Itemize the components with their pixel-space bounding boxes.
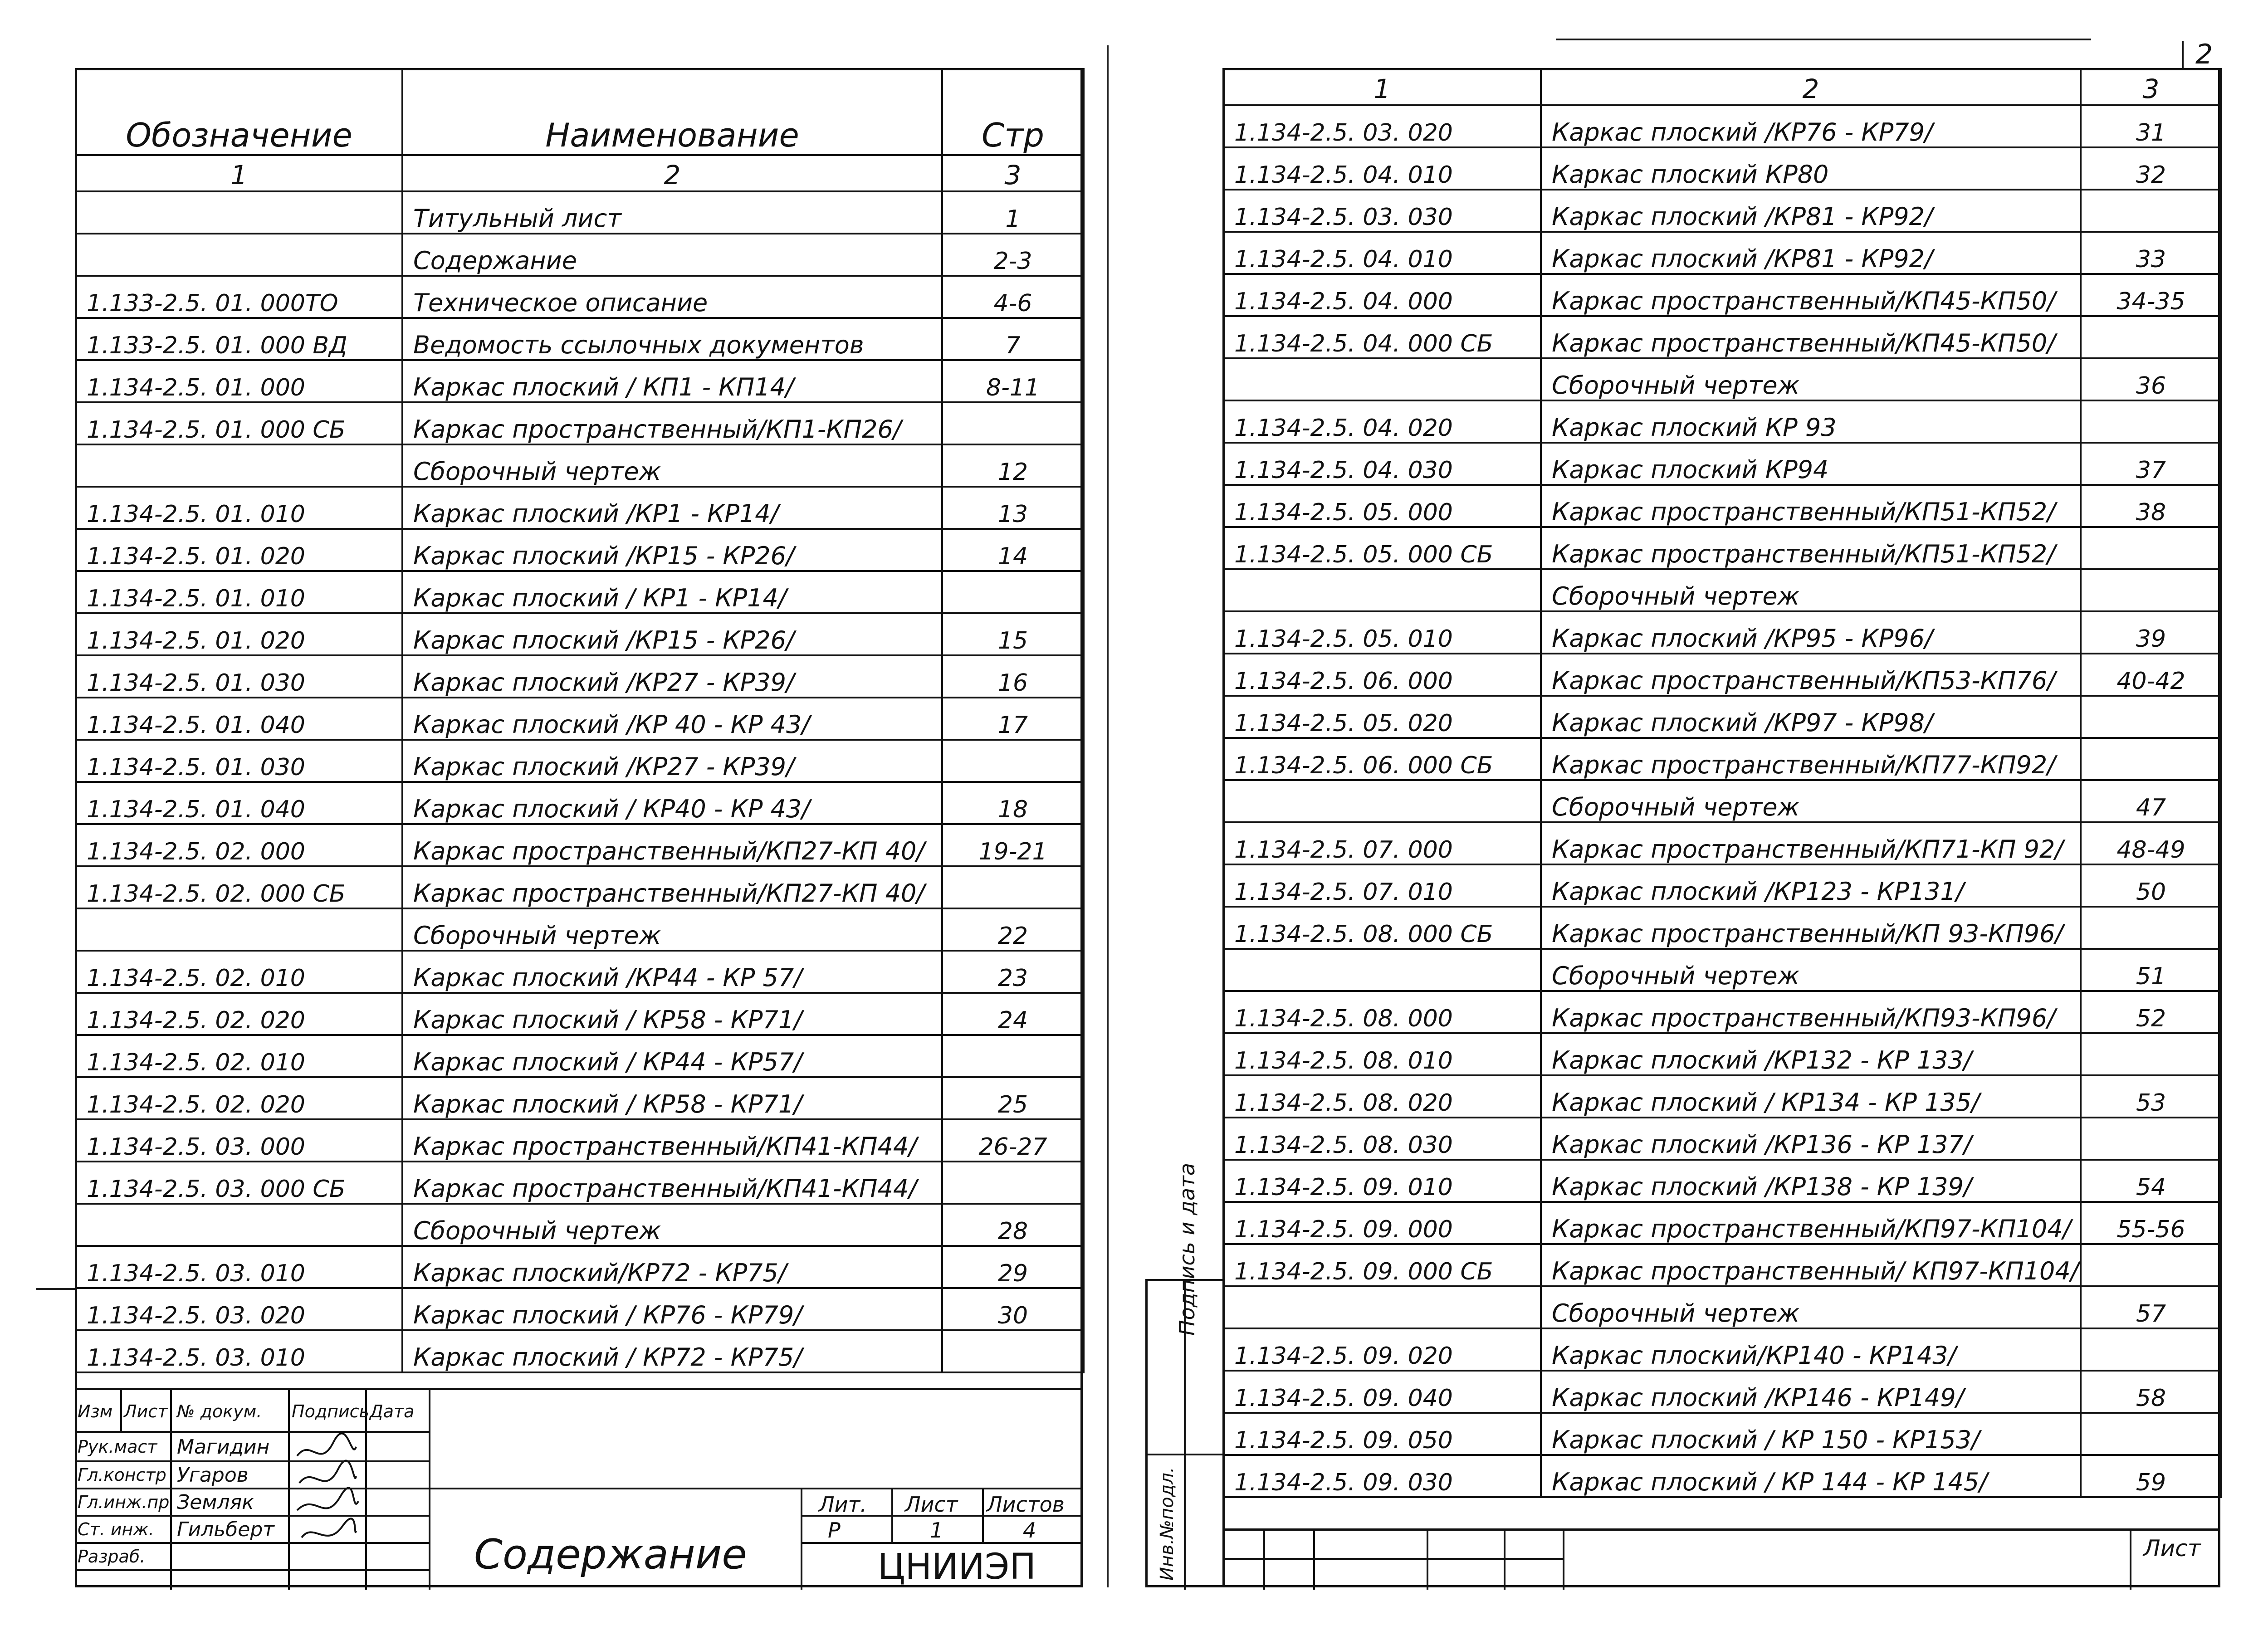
doc-code xyxy=(1223,358,1541,400)
doc-code: 1.134-2.5. 01. 040 xyxy=(76,782,402,824)
tb-col-doc: № докум. xyxy=(177,1401,262,1421)
doc-code: 1.134-2.5. 03. 030 xyxy=(1223,190,1541,232)
table-row xyxy=(1223,696,2221,738)
doc-code: 1.134-2.5. 09. 030 xyxy=(1223,1455,1541,1497)
table-row xyxy=(76,1330,1084,1372)
doc-name: Каркас плоский /КР81 - КР92/ xyxy=(1541,232,2081,274)
doc-code: 1.134-2.5. 02. 020 xyxy=(76,1077,402,1119)
doc-page xyxy=(942,402,1084,444)
table-row xyxy=(1223,1244,2221,1286)
table-row xyxy=(1223,358,2221,400)
doc-name: Каркас пространственный/КП93-КП96/ xyxy=(1541,991,2081,1033)
doc-code: 1.134-2.5. 01. 030 xyxy=(76,740,402,782)
tb-lit-value: Р xyxy=(828,1518,841,1542)
doc-code: 1.134-2.5. 08. 000 xyxy=(1223,991,1541,1033)
doc-code xyxy=(76,234,402,276)
table-row xyxy=(76,1204,1084,1246)
table-row xyxy=(76,234,1084,276)
doc-page: 22 xyxy=(942,908,1084,951)
doc-page: 54 xyxy=(2081,1160,2221,1202)
table-row xyxy=(76,613,1084,655)
table-row xyxy=(76,1162,1084,1204)
doc-page: 2-3 xyxy=(942,234,1084,276)
doc-code xyxy=(76,1204,402,1246)
doc-code xyxy=(76,908,402,951)
table-row xyxy=(76,1077,1084,1119)
doc-name: Каркас плоский /КР27 - КР39/ xyxy=(402,655,942,698)
table-row xyxy=(1223,190,2221,232)
table-row xyxy=(76,360,1084,402)
doc-page xyxy=(2081,316,2221,358)
table-row xyxy=(1223,864,2221,907)
header-name: Наименование xyxy=(402,69,942,155)
stamp-inv: Инв.№подл. xyxy=(1157,1467,1178,1581)
table-row xyxy=(76,698,1084,740)
doc-page xyxy=(2081,907,2221,949)
table-row xyxy=(1223,949,2221,991)
col-number-2: 2 xyxy=(1541,69,2081,105)
doc-code: 1.134-2.5. 03. 020 xyxy=(1223,105,1541,147)
table-row xyxy=(1223,274,2221,316)
doc-code: 1.134-2.5. 03. 010 xyxy=(76,1246,402,1288)
doc-page xyxy=(2081,1033,2221,1075)
side-stamp xyxy=(1145,1162,1222,1587)
doc-code: 1.134-2.5. 04. 010 xyxy=(1223,147,1541,190)
doc-page: 19-21 xyxy=(942,824,1084,866)
doc-name: Каркас пространственный/КП41-КП44/ xyxy=(402,1119,942,1162)
left-title-block xyxy=(75,1388,1083,1590)
doc-code: 1.134-2.5. 04. 030 xyxy=(1223,443,1541,485)
table-row xyxy=(1223,569,2221,611)
tb-name-3: Земляк xyxy=(177,1491,254,1514)
table-row xyxy=(76,487,1084,529)
table-row xyxy=(76,1246,1084,1288)
doc-page: 28 xyxy=(942,1204,1084,1246)
doc-code xyxy=(76,444,402,487)
doc-name: Каркас плоский /КР44 - КР 57/ xyxy=(402,951,942,993)
doc-code: 1.134-2.5. 08. 030 xyxy=(1223,1118,1541,1160)
table-row xyxy=(76,1035,1084,1077)
doc-page: 8-11 xyxy=(942,360,1084,402)
table-row xyxy=(76,908,1084,951)
tb-col-list: Лист xyxy=(124,1401,168,1421)
doc-code: 1.134-2.5. 04. 020 xyxy=(1223,400,1541,443)
doc-page xyxy=(2081,569,2221,611)
doc-page: 17 xyxy=(942,698,1084,740)
table-row xyxy=(1223,654,2221,696)
doc-page: 33 xyxy=(2081,232,2221,274)
doc-name: Каркас плоский /КР1 - КР14/ xyxy=(402,487,942,529)
table-row xyxy=(1223,232,2221,274)
doc-name: Каркас пространственный/КП45-КП50/ xyxy=(1541,274,2081,316)
right-bottom-strip xyxy=(1222,1528,2220,1590)
doc-name: Каркас пространственный/КП77-КП92/ xyxy=(1541,738,2081,780)
table-row xyxy=(1223,1118,2221,1160)
doc-name: Каркас плоский / КР44 - КР57/ xyxy=(402,1035,942,1077)
doc-code: 1.134-2.5. 04. 000 СБ xyxy=(1223,316,1541,358)
doc-name: Каркас пространственный/КП41-КП44/ xyxy=(402,1162,942,1204)
doc-page: 25 xyxy=(942,1077,1084,1119)
table-row xyxy=(76,655,1084,698)
doc-page xyxy=(942,740,1084,782)
table-row xyxy=(76,191,1084,234)
doc-name: Каркас пространственный/КП1-КП26/ xyxy=(402,402,942,444)
table-row xyxy=(1223,1413,2221,1455)
doc-name: Каркас плоский / КР134 - КР 135/ xyxy=(1541,1075,2081,1118)
doc-page: 16 xyxy=(942,655,1084,698)
tb-col-izm: Изм xyxy=(78,1401,113,1421)
table-row xyxy=(76,571,1084,613)
doc-page: 36 xyxy=(2081,358,2221,400)
doc-page: 55-56 xyxy=(2081,1202,2221,1244)
table-row xyxy=(1223,1455,2221,1497)
tb-name-4: Гильберт xyxy=(177,1518,274,1541)
doc-page: 48-49 xyxy=(2081,822,2221,864)
table-row xyxy=(1223,738,2221,780)
table-row xyxy=(76,276,1084,318)
doc-code: 1.134-2.5. 03. 000 СБ xyxy=(76,1162,402,1204)
col-number-3: 3 xyxy=(2081,69,2221,105)
doc-page xyxy=(2081,738,2221,780)
doc-name: Сборочный чертеж xyxy=(1541,358,2081,400)
doc-name: Каркас плоский / КР1 - КР14/ xyxy=(402,571,942,613)
header-page: Стр xyxy=(942,69,1084,155)
tb-doc-title: Содержание xyxy=(474,1531,747,1578)
doc-name: Каркас пространственный/КП51-КП52/ xyxy=(1541,485,2081,527)
table-row xyxy=(1223,611,2221,654)
doc-code: 1.134-2.5. 01. 040 xyxy=(76,698,402,740)
doc-code: 1.134-2.5. 03. 010 xyxy=(76,1330,402,1372)
doc-page: 23 xyxy=(942,951,1084,993)
doc-name: Каркас плоский / КР76 - КР79/ xyxy=(402,1288,942,1330)
doc-name: Каркас плоский /КР76 - КР79/ xyxy=(1541,105,2081,147)
doc-page: 4-6 xyxy=(942,276,1084,318)
doc-name: Сборочный чертеж xyxy=(402,1204,942,1246)
doc-page xyxy=(942,1162,1084,1204)
tb-sheet-label: Лист xyxy=(905,1492,958,1517)
doc-page xyxy=(2081,1244,2221,1286)
doc-name: Каркас плоский /КР136 - КР 137/ xyxy=(1541,1118,2081,1160)
doc-code: 1.134-2.5. 04. 000 xyxy=(1223,274,1541,316)
doc-page xyxy=(942,866,1084,908)
doc-page xyxy=(942,1035,1084,1077)
doc-code: 1.134-2.5. 01. 010 xyxy=(76,487,402,529)
doc-code: 1.134-2.5. 02. 010 xyxy=(76,1035,402,1077)
doc-name: Каркас пространственный/КП51-КП52/ xyxy=(1541,527,2081,569)
table-row xyxy=(76,740,1084,782)
col-number-1: 1 xyxy=(1223,69,1541,105)
doc-name: Каркас плоский КР94 xyxy=(1541,443,2081,485)
doc-page: 37 xyxy=(2081,443,2221,485)
doc-name: Каркас плоский /КР15 - КР26/ xyxy=(402,613,942,655)
doc-code xyxy=(76,191,402,234)
doc-name: Каркас плоский /КР138 - КР 139/ xyxy=(1541,1160,2081,1202)
doc-name: Каркас плоский /КР146 - КР149/ xyxy=(1541,1371,2081,1413)
col-number-2: 2 xyxy=(402,155,942,191)
doc-page: 50 xyxy=(2081,864,2221,907)
doc-page: 31 xyxy=(2081,105,2221,147)
doc-page: 59 xyxy=(2081,1455,2221,1497)
tb-role-3: Гл.инж.пр xyxy=(78,1492,170,1512)
doc-name: Каркас пространственный/КП 93-КП96/ xyxy=(1541,907,2081,949)
doc-code xyxy=(1223,949,1541,991)
doc-page: 38 xyxy=(2081,485,2221,527)
doc-code: 1.134-2.5. 01. 020 xyxy=(76,613,402,655)
doc-code: 1.134-2.5. 07. 000 xyxy=(1223,822,1541,864)
tb-sheets-value: 4 xyxy=(1023,1518,1036,1542)
doc-name: Каркас пространственный/ КП97-КП104/ xyxy=(1541,1244,2081,1286)
doc-page: 18 xyxy=(942,782,1084,824)
doc-code xyxy=(1223,1286,1541,1328)
doc-page: 1 xyxy=(942,191,1084,234)
doc-name: Каркас пространственный/КП71-КП 92/ xyxy=(1541,822,2081,864)
tb-sheets-label: Листов xyxy=(987,1492,1065,1517)
doc-code: 1.134-2.5. 05. 020 xyxy=(1223,696,1541,738)
doc-page: 40-42 xyxy=(2081,654,2221,696)
doc-code: 1.134-2.5. 02. 000 СБ xyxy=(76,866,402,908)
doc-name: Сборочный чертеж xyxy=(1541,780,2081,822)
doc-name: Содержание xyxy=(402,234,942,276)
doc-page: 13 xyxy=(942,487,1084,529)
doc-code: 1.134-2.5. 05. 000 СБ xyxy=(1223,527,1541,569)
doc-name: Каркас плоский / КР72 - КР75/ xyxy=(402,1330,942,1372)
right-top-rule xyxy=(1556,39,2091,40)
doc-name: Каркас плоский / КР58 - КР71/ xyxy=(402,993,942,1035)
doc-name: Каркас плоский / КР58 - КР71/ xyxy=(402,1077,942,1119)
doc-page: 15 xyxy=(942,613,1084,655)
doc-name: Каркас пространственный/КП27-КП 40/ xyxy=(402,866,942,908)
tb-role-1: Рук.маст xyxy=(78,1437,157,1457)
doc-name: Техническое описание xyxy=(402,276,942,318)
table-row xyxy=(76,318,1084,360)
doc-name: Каркас плоский / КР 150 - КР153/ xyxy=(1541,1413,2081,1455)
table-row xyxy=(1223,1075,2221,1118)
table-row xyxy=(1223,907,2221,949)
doc-code: 1.134-2.5. 01. 030 xyxy=(76,655,402,698)
page-fold-line xyxy=(1107,45,1109,1587)
table-row xyxy=(76,951,1084,993)
stamp-sign-date: Подпись и дата xyxy=(1175,1162,1199,1336)
doc-code: 1.134-2.5. 02. 020 xyxy=(76,993,402,1035)
doc-name: Сборочный чертеж xyxy=(1541,1286,2081,1328)
doc-code: 1.134-2.5. 01. 010 xyxy=(76,571,402,613)
doc-page: 24 xyxy=(942,993,1084,1035)
doc-page xyxy=(2081,696,2221,738)
doc-code: 1.134-2.5. 09. 020 xyxy=(1223,1328,1541,1371)
table-row xyxy=(1223,991,2221,1033)
tb-role-4: Ст. инж. xyxy=(78,1519,154,1539)
table-row xyxy=(76,402,1084,444)
tb-col-date: Дата xyxy=(370,1401,415,1421)
doc-name: Каркас плоский КР 93 xyxy=(1541,400,2081,443)
doc-name: Каркас плоский /КР 40 - КР 43/ xyxy=(402,698,942,740)
table-row xyxy=(1223,1033,2221,1075)
doc-code: 1.134-2.5. 02. 010 xyxy=(76,951,402,993)
doc-page: 14 xyxy=(942,529,1084,571)
tb-role-2: Гл.констр xyxy=(78,1465,166,1485)
doc-page: 7 xyxy=(942,318,1084,360)
doc-name: Титульный лист xyxy=(402,191,942,234)
doc-code: 1.134-2.5. 06. 000 xyxy=(1223,654,1541,696)
doc-code: 1.134-2.5. 08. 010 xyxy=(1223,1033,1541,1075)
doc-name: Каркас плоский /КР15 - КР26/ xyxy=(402,529,942,571)
doc-name: Сборочный чертеж xyxy=(402,908,942,951)
doc-name: Каркас плоский КР80 xyxy=(1541,147,2081,190)
doc-code: 1.134-2.5. 08. 020 xyxy=(1223,1075,1541,1118)
doc-name: Ведомость ссылочных документов xyxy=(402,318,942,360)
table-row xyxy=(1223,822,2221,864)
doc-name: Сборочный чертеж xyxy=(1541,949,2081,991)
doc-name: Каркас пространственный/КП97-КП104/ xyxy=(1541,1202,2081,1244)
table-row xyxy=(1223,1160,2221,1202)
doc-page xyxy=(2081,1328,2221,1371)
doc-page xyxy=(2081,527,2221,569)
doc-page xyxy=(2081,1118,2221,1160)
doc-page: 12 xyxy=(942,444,1084,487)
doc-code: 1.134-2.5. 04. 010 xyxy=(1223,232,1541,274)
tb-name-2: Угаров xyxy=(177,1464,249,1487)
doc-name: Каркас плоский /КР95 - КР96/ xyxy=(1541,611,2081,654)
table-row xyxy=(1223,443,2221,485)
doc-code: 1.133-2.5. 01. 000ТО xyxy=(76,276,402,318)
doc-name: Каркас пространственный/КП53-КП76/ xyxy=(1541,654,2081,696)
doc-code: 1.134-2.5. 08. 000 СБ xyxy=(1223,907,1541,949)
doc-code: 1.134-2.5. 07. 010 xyxy=(1223,864,1541,907)
doc-code: 1.134-2.5. 06. 000 СБ xyxy=(1223,738,1541,780)
table-row xyxy=(76,1119,1084,1162)
doc-code: 1.134-2.5. 03. 020 xyxy=(76,1288,402,1330)
tb-col-sign: Подпись xyxy=(292,1401,369,1421)
doc-page: 39 xyxy=(2081,611,2221,654)
doc-page xyxy=(2081,1413,2221,1455)
doc-code: 1.134-2.5. 09. 050 xyxy=(1223,1413,1541,1455)
doc-code xyxy=(1223,780,1541,822)
doc-code: 1.134-2.5. 09. 040 xyxy=(1223,1371,1541,1413)
doc-code: 1.134-2.5. 01. 020 xyxy=(76,529,402,571)
table-row xyxy=(1223,780,2221,822)
doc-page: 51 xyxy=(2081,949,2221,991)
table-row xyxy=(1223,147,2221,190)
doc-name: Каркас плоский /КР123 - КР131/ xyxy=(1541,864,2081,907)
table-row xyxy=(1223,1371,2221,1413)
left-contents-table xyxy=(75,68,1085,1373)
tb-org: ЦНИИЭП xyxy=(878,1547,1036,1587)
doc-page xyxy=(2081,400,2221,443)
doc-name: Каркас плоский /КР27 - КР39/ xyxy=(402,740,942,782)
table-row xyxy=(76,1288,1084,1330)
table-row xyxy=(1223,316,2221,358)
col-number-1: 1 xyxy=(76,155,402,191)
doc-page: 58 xyxy=(2081,1371,2221,1413)
tb-role-5: Разраб. xyxy=(78,1547,146,1567)
table-row xyxy=(1223,1202,2221,1244)
doc-page: 53 xyxy=(2081,1075,2221,1118)
signatures-scribble xyxy=(293,1433,361,1569)
doc-name: Сборочный чертеж xyxy=(1541,569,2081,611)
table-row xyxy=(1223,527,2221,569)
doc-code: 1.134-2.5. 05. 010 xyxy=(1223,611,1541,654)
doc-name: Сборочный чертеж xyxy=(402,444,942,487)
doc-page: 34-35 xyxy=(2081,274,2221,316)
doc-code: 1.133-2.5. 01. 000 ВД xyxy=(76,318,402,360)
doc-code: 1.134-2.5. 01. 000 СБ xyxy=(76,402,402,444)
doc-code: 1.134-2.5. 09. 000 СБ xyxy=(1223,1244,1541,1286)
table-row xyxy=(1223,400,2221,443)
col-number-3: 3 xyxy=(942,155,1084,191)
header-code: Обозначение xyxy=(76,69,402,155)
tb-name-1: Магидин xyxy=(177,1435,270,1459)
doc-code: 1.134-2.5. 01. 000 xyxy=(76,360,402,402)
doc-code: 1.134-2.5. 03. 000 xyxy=(76,1119,402,1162)
tb-lit-label: Лит. xyxy=(819,1492,867,1517)
doc-page xyxy=(942,1330,1084,1372)
table-row xyxy=(1223,105,2221,147)
doc-name: Каркас пространственный/КП27-КП 40/ xyxy=(402,824,942,866)
doc-code: 1.134-2.5. 09. 000 xyxy=(1223,1202,1541,1244)
doc-code xyxy=(1223,569,1541,611)
table-row xyxy=(76,782,1084,824)
doc-code: 1.134-2.5. 05. 000 xyxy=(1223,485,1541,527)
doc-page xyxy=(942,571,1084,613)
page-number: 2 xyxy=(2195,39,2213,70)
page-number-box xyxy=(2182,41,2184,68)
doc-name: Каркас плоский / КР40 - КР 43/ xyxy=(402,782,942,824)
table-row xyxy=(1223,1286,2221,1328)
right-sheet-label: Лист xyxy=(2143,1535,2201,1562)
doc-page: 47 xyxy=(2081,780,2221,822)
doc-page: 32 xyxy=(2081,147,2221,190)
table-row xyxy=(76,444,1084,487)
doc-name: Каркас плоский /КР132 - КР 133/ xyxy=(1541,1033,2081,1075)
doc-name: Каркас плоский /КР97 - КР98/ xyxy=(1541,696,2081,738)
left-edge-tick xyxy=(36,1288,75,1290)
table-row xyxy=(76,866,1084,908)
doc-page xyxy=(2081,190,2221,232)
doc-name: Каркас плоский/КР140 - КР143/ xyxy=(1541,1328,2081,1371)
table-row xyxy=(76,993,1084,1035)
right-contents-table xyxy=(1222,68,2222,1498)
doc-name: Каркас плоский/КР72 - КР75/ xyxy=(402,1246,942,1288)
doc-name: Каркас плоский / КР 144 - КР 145/ xyxy=(1541,1455,2081,1497)
doc-name: Каркас плоский /КР81 - КР92/ xyxy=(1541,190,2081,232)
table-row xyxy=(1223,1328,2221,1371)
tb-sheet-value: 1 xyxy=(930,1518,943,1542)
doc-code: 1.134-2.5. 09. 010 xyxy=(1223,1160,1541,1202)
doc-name: Каркас пространственный/КП45-КП50/ xyxy=(1541,316,2081,358)
table-row xyxy=(76,824,1084,866)
doc-code: 1.134-2.5. 02. 000 xyxy=(76,824,402,866)
doc-page: 52 xyxy=(2081,991,2221,1033)
doc-page: 30 xyxy=(942,1288,1084,1330)
doc-name: Каркас плоский / КП1 - КП14/ xyxy=(402,360,942,402)
table-row xyxy=(1223,485,2221,527)
doc-page: 29 xyxy=(942,1246,1084,1288)
doc-page: 57 xyxy=(2081,1286,2221,1328)
doc-page: 26-27 xyxy=(942,1119,1084,1162)
table-row xyxy=(76,529,1084,571)
